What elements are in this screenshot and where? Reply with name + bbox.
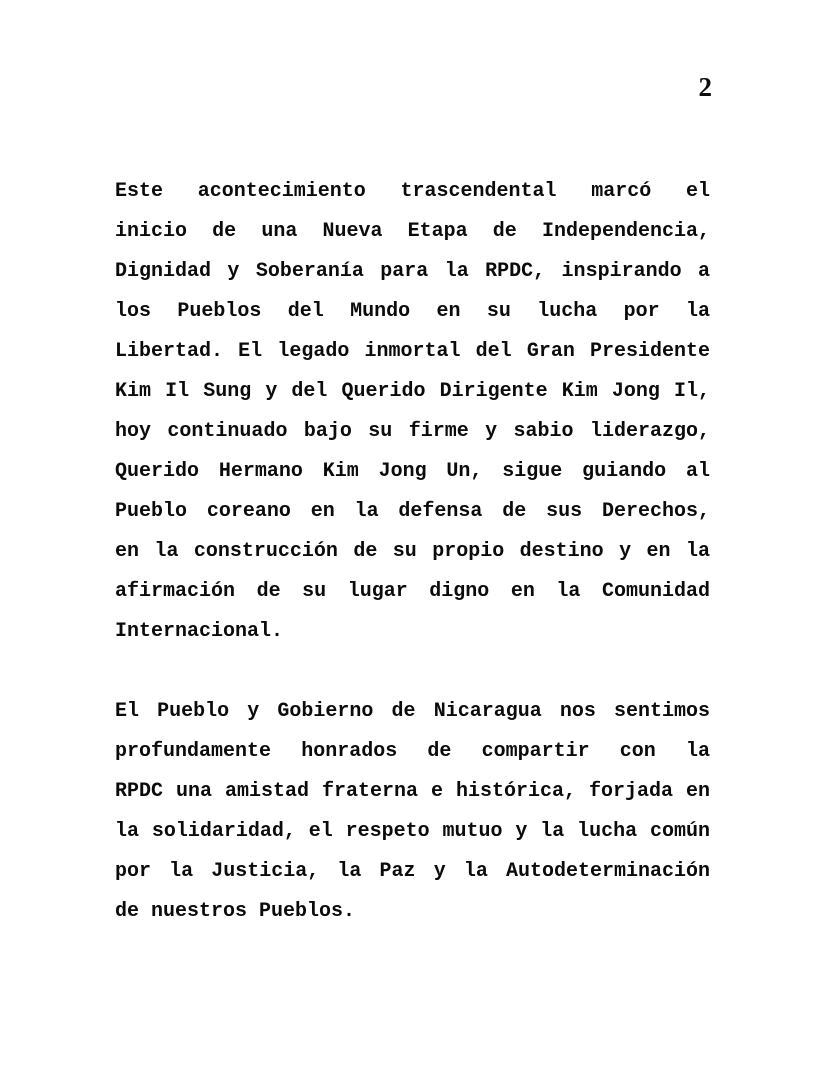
text-line: la solidaridad, el respeto mutuo y la lucha común: [115, 820, 710, 843]
text-line: Querido Hermano Kim Jong Un, sigue guiando al: [115, 460, 710, 483]
text-line: de nuestros Pueblos.: [115, 900, 356, 923]
text-line: inicio de una Nueva Etapa de Independencia,: [115, 220, 710, 243]
text-line: Libertad. El legado inmortal del Gran Presidente: [115, 340, 710, 363]
text-line: profundamente honrados de compartir con la: [115, 740, 710, 763]
text-line: hoy continuado bajo su firme y sabio liderazgo,: [115, 420, 710, 443]
text-line: Dignidad y Soberanía para la RPDC, inspirando a: [115, 260, 710, 283]
text-line: los Pueblos del Mundo en su lucha por la: [115, 300, 710, 323]
text-line: El Pueblo y Gobierno de Nicaragua nos sentimos: [115, 700, 710, 723]
text-line: en la construcción de su propio destino y en la: [115, 540, 710, 563]
text-line: Kim Il Sung y del Querido Dirigente Kim Jong Il,: [115, 380, 710, 403]
document-body: [115, 172, 710, 932]
paragraph-2: [115, 692, 710, 932]
text-line: Este acontecimiento trascendental marcó el: [115, 180, 710, 203]
text-line: afirmación de su lugar digno en la Comunidad: [115, 580, 710, 603]
text-line: RPDC una amistad fraterna e histórica, forjada en: [115, 780, 710, 803]
text-line: Pueblo coreano en la defensa de sus Derechos,: [115, 500, 710, 523]
page-number: 2: [698, 72, 712, 102]
text-line: por la Justicia, la Paz y la Autodeterminación: [115, 860, 710, 883]
page-number-row: [115, 72, 712, 102]
paragraph-1: [115, 172, 710, 652]
text-line: Internacional.: [115, 620, 284, 643]
